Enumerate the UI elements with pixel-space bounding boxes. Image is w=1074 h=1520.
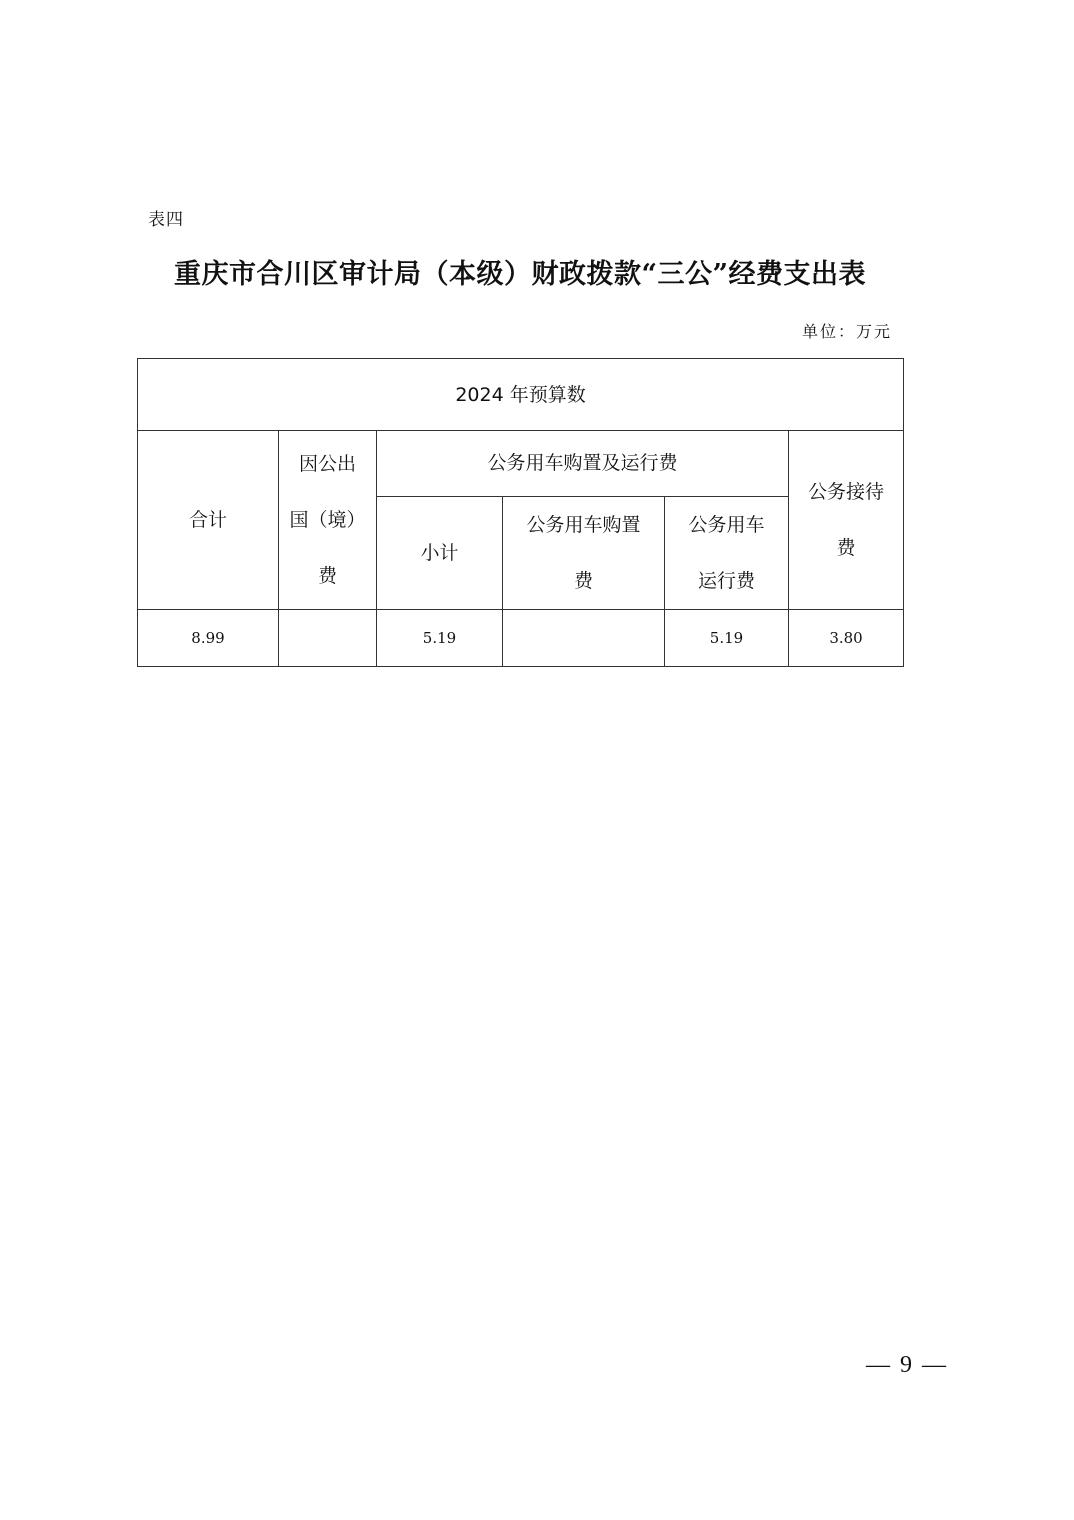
value-reception: 3.80 [789, 610, 904, 667]
page-number: — 9 — [866, 1352, 948, 1378]
expense-table [137, 358, 904, 667]
table-header-row-1 [138, 431, 904, 497]
header-vehicle-operation-label: 公务用车 运行费 [688, 514, 765, 592]
document-title: 重庆市合川区审计局（本级）财政拨款“三公”经费支出表 [173, 259, 867, 290]
header-vehicle-purchase [503, 497, 665, 610]
header-overseas [279, 431, 377, 610]
header-reception-label: 公务接待 费 [808, 481, 885, 559]
header-vehicle-subtotal: 小计 [377, 497, 503, 610]
value-vehicle-subtotal: 5.19 [377, 610, 503, 667]
table-label: 表四 [148, 210, 184, 230]
header-total: 合计 [138, 431, 279, 610]
header-vehicle-operation [665, 497, 789, 610]
unit-label: 单位：万元 [801, 322, 892, 341]
value-vehicle-purchase [503, 610, 665, 667]
header-vehicle-purchase-label: 公务用车购置 费 [526, 514, 641, 592]
header-overseas-label: 因公出 国（境） 费 [289, 453, 366, 587]
value-vehicle-operation: 5.19 [665, 610, 789, 667]
value-overseas [279, 610, 377, 667]
year-header-cell: 2024 年预算数 [138, 359, 904, 431]
header-reception [789, 431, 904, 610]
table-row [138, 610, 904, 667]
header-vehicle-group: 公务用车购置及运行费 [377, 431, 789, 497]
value-total: 8.99 [138, 610, 279, 667]
table-header-row-year [138, 359, 904, 431]
